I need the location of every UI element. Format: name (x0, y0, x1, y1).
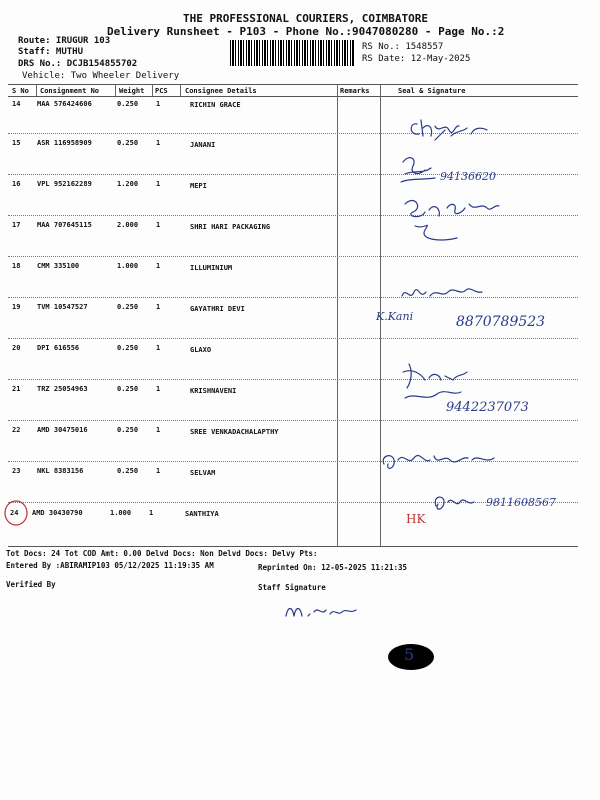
row-weight: 1.000 (110, 509, 132, 517)
row-consignment: AMD 30430790 (32, 509, 83, 517)
staff: Staff: MUTHU (18, 47, 84, 57)
handwritten-phone-16: 94136620 (440, 170, 496, 183)
signature-row-23 (378, 446, 508, 476)
totals-line: Tot Docs: 24 Tot COD Amt: 0.00 Delvd Docs: Non Delvd Docs: Delvy Pts: (6, 549, 318, 558)
table-top-rule (8, 84, 578, 85)
row-sno: 23 (12, 467, 21, 475)
row-consignment: VPL 952162289 (37, 180, 92, 188)
row-sno: 17 (12, 221, 21, 229)
reprinted-on: Reprinted On: 12-05-2025 11:21:35 (258, 563, 408, 572)
row-weight: 0.250 (117, 139, 139, 147)
row-sno: 15 (12, 139, 21, 147)
handwritten-phone-19: 8870789523 (456, 314, 546, 330)
col-header-pcs: PCS (155, 87, 168, 95)
signature-row-19-top (398, 280, 488, 308)
signature-row-17 (395, 190, 515, 250)
row-pcs: 1 (156, 303, 161, 311)
row-sno: 14 (12, 100, 21, 108)
row-weight: 1.000 (117, 262, 139, 270)
row-weight: 0.250 (117, 467, 139, 475)
col-divider (36, 84, 37, 96)
row-rule (8, 420, 578, 421)
table-header-rule (8, 96, 578, 97)
row-pcs: 1 (156, 221, 161, 229)
runsheet-title: Delivery Runsheet - P103 - Phone No.:9047080280 - Page No.:2 (107, 25, 505, 38)
row-consignment: NKL 8383156 (37, 467, 84, 475)
row-sno: 18 (12, 262, 21, 270)
drs-number: DRS No.: DCJB154855702 (18, 59, 138, 69)
handwritten-phone-24: 9811608567 (486, 496, 556, 509)
row-consignment: ASR 116958909 (37, 139, 92, 147)
row-consignment: MAA 576424606 (37, 100, 92, 108)
row-consignee: GLAXO (190, 346, 212, 354)
col-divider (337, 84, 338, 546)
row-consignment: TRZ 25054963 (37, 385, 88, 393)
row-consignment: CMM 335100 (37, 262, 80, 270)
handwritten-phone-21: 9442237073 (446, 400, 529, 415)
row-consignee: SELVAM (190, 469, 216, 477)
row-sno: 19 (12, 303, 21, 311)
row-consignee: SANTHIYA (185, 510, 219, 518)
row-consignee: MEPI (190, 182, 207, 190)
col-header-sno: S No (12, 87, 29, 95)
col-header-consignment: Consignment No (40, 87, 100, 95)
row-weight: 0.250 (117, 385, 139, 393)
barcode (230, 40, 355, 66)
signature-row-24 (430, 490, 480, 516)
row-pcs: 1 (156, 467, 161, 475)
staff-signature-label: Staff Signature (258, 583, 326, 592)
row-consignment: AMD 30475016 (37, 426, 88, 434)
row-consignee: JANANI (190, 141, 216, 149)
row-weight: 0.250 (117, 426, 139, 434)
col-header-consignee: Consignee Details (185, 87, 257, 95)
row-weight: 0.250 (117, 344, 139, 352)
row-consignee: SHRI HARI PACKAGING (190, 223, 271, 231)
row-pcs: 1 (156, 180, 161, 188)
row-rule (8, 338, 578, 339)
handwritten-mark-24: HK (406, 512, 426, 526)
row-weight: 0.250 (117, 303, 139, 311)
row-sno: 24 (10, 509, 19, 517)
vehicle: Vehicle: Two Wheeler Delivery (22, 71, 180, 81)
col-header-signature: Seal & Signature (398, 87, 466, 95)
col-header-weight: Weight (119, 87, 145, 95)
row-consignment: MAA 707645115 (37, 221, 92, 229)
row-sno: 20 (12, 344, 21, 352)
row-consignment: DPI 616556 (37, 344, 80, 352)
col-divider (152, 84, 153, 96)
signature-row-14 (405, 112, 505, 152)
row-pcs: 1 (156, 344, 161, 352)
row-pcs: 1 (149, 509, 154, 517)
rs-date: RS Date: 12-May-2025 (362, 54, 471, 64)
row-weight: 2.000 (117, 221, 139, 229)
row-pcs: 1 (156, 385, 161, 393)
table-bottom-rule (8, 546, 578, 547)
route: Route: IRUGUR 103 (18, 36, 111, 46)
row-weight: 1.200 (117, 180, 139, 188)
row-consignee: KRISHNAVENI (190, 387, 237, 395)
row-consignee: SREE VENKADACHALAPTHY (190, 428, 279, 436)
row-weight: 0.250 (117, 100, 139, 108)
row-pcs: 1 (156, 426, 161, 434)
rs-number: RS No.: 1548557 (362, 42, 444, 52)
row-pcs: 1 (156, 139, 161, 147)
row-consignee: RICHIN GRACE (190, 101, 241, 109)
col-divider (180, 84, 181, 96)
row-sno: 16 (12, 180, 21, 188)
company-name: THE PROFESSIONAL COURIERS, COIMBATORE (183, 12, 429, 25)
row-rule (8, 297, 578, 298)
staff-signature (282, 598, 362, 624)
row-pcs: 1 (156, 262, 161, 270)
handwritten-sig-19: K.Kani (376, 310, 414, 323)
row-sno: 21 (12, 385, 21, 393)
verified-by: Verified By (6, 580, 56, 589)
row-consignee: ILLUMINIUM (190, 264, 233, 272)
row-consignment: TVM 10547527 (37, 303, 88, 311)
entered-by: Entered By :ABIRAMIP103 05/12/2025 11:19:35 AM (6, 561, 214, 570)
row-consignee: GAYATHRI DEVI (190, 305, 245, 313)
row-sno: 22 (12, 426, 21, 434)
row-pcs: 1 (156, 100, 161, 108)
col-divider (115, 84, 116, 96)
handwritten-page-number: 5 (404, 645, 415, 664)
row-rule (8, 256, 578, 257)
col-header-remarks: Remarks (340, 87, 370, 95)
circle-mark-icon (2, 498, 32, 528)
